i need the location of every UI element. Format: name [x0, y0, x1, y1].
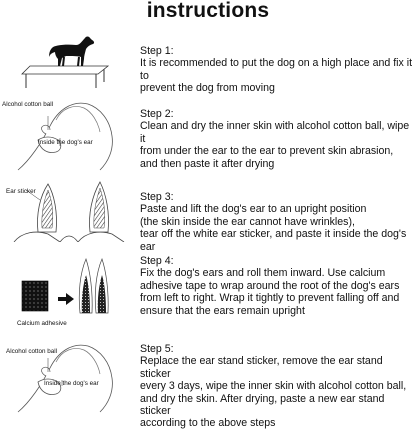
calcium-tape-wrap-icon — [0, 253, 135, 323]
step-4-text: Fix the dog's ears and roll them inward. Use calcium adhesive tape to wrap around the root of the dog's ears from left to right. Wrap it tightly to prevent falling off and ensure that the ears remain upright — [140, 267, 400, 317]
step-2-illustration — [0, 96, 135, 172]
inside-ear-label: Inside the dog's ear — [44, 380, 99, 387]
step-3-illustration — [0, 172, 135, 242]
step-1-text: It is recommended to put the dog on a high place and fix it to prevent the dog from moving — [140, 57, 413, 95]
ears-with-stickers-icon — [0, 172, 135, 242]
step-5 — [140, 343, 416, 430]
step-3 — [140, 191, 416, 253]
step-2-heading: Step 2: — [140, 108, 174, 120]
step-1-heading: Step 1: — [140, 45, 174, 57]
alcohol-cotton-ball-label: Alcohol cotton ball — [6, 348, 58, 355]
calcium-adhesive-label: Calcium adhesive — [17, 320, 67, 327]
step-3-heading: Step 3: — [140, 191, 174, 203]
step-2-text: Clean and dry the inner skin with alcohol cotton ball, wipe it from under the ear to the ear to prevent skin abrasion, and then paste it after drying — [140, 120, 410, 170]
step-4-illustration — [0, 253, 135, 327]
step-5-heading: Step 5: — [140, 343, 174, 355]
step-3-text: Paste and lift the dog's ear to an upright position (the skin inside the ear cannot have wrinkles), tear off the white ear sticker, and paste it inside the dog's ear — [140, 203, 407, 253]
dog-on-table-icon — [0, 26, 135, 88]
step-1 — [140, 45, 416, 95]
step-5-text: Replace the ear stand sticker, remove the ear stand sticker every 3 days, wipe the inner skin with alcohol cotton ball, and dry the skin. After drying, paste a new ear stand sticker according to the above steps — [140, 355, 407, 430]
alcohol-cotton-ball-label: Alcohol cotton ball — [2, 101, 54, 108]
inside-ear-label: Inside the dog's ear — [38, 139, 93, 146]
step-4-heading: Step 4: — [140, 255, 174, 267]
ear-sticker-label: Ear sticker — [6, 188, 36, 195]
step-2 — [140, 108, 416, 170]
step-1-illustration — [0, 26, 135, 88]
page-title: instructions — [146, 0, 270, 22]
step-5-illustration — [0, 340, 135, 413]
step-4 — [140, 255, 416, 317]
